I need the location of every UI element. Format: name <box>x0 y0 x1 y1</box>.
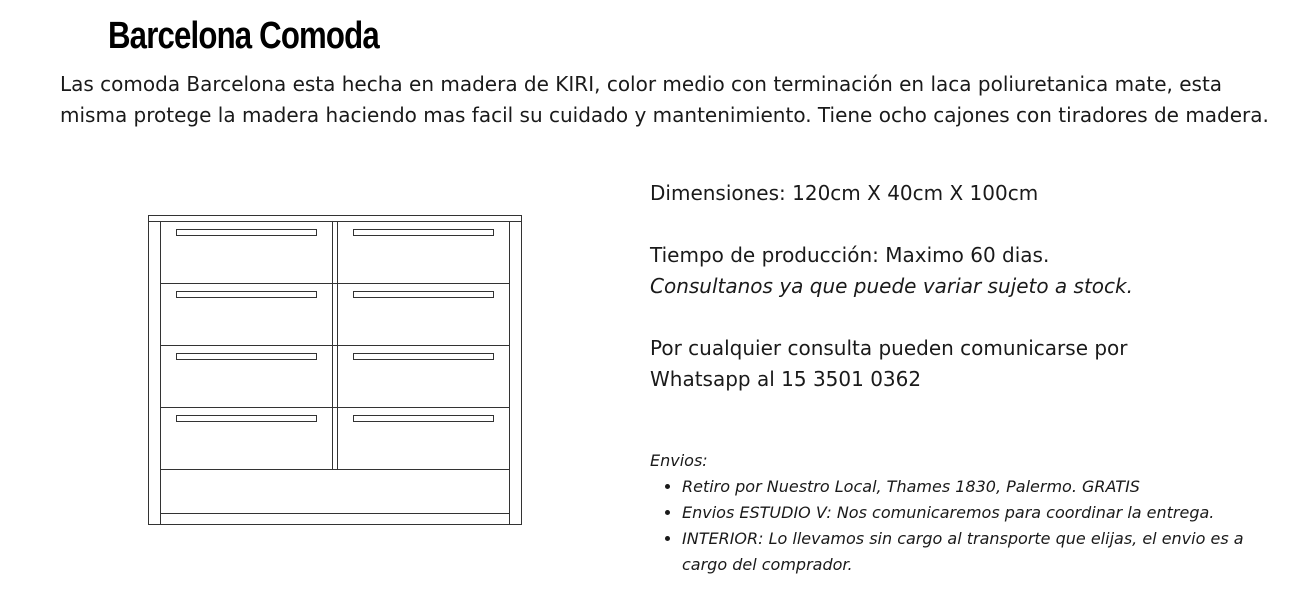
stock-note-text: Consultanos ya que puede variar sujeto a stock. <box>650 274 1133 298</box>
dimensions-text: Dimensiones: 120cm X 40cm X 100cm <box>650 181 1039 205</box>
contact-text-line1: Por cualquier consulta pueden comunicarse por <box>650 336 1128 360</box>
dresser-body <box>149 222 522 525</box>
drawer-handle <box>354 230 494 236</box>
drawer-handle <box>177 292 317 298</box>
product-title: Barcelona Comoda <box>108 15 379 57</box>
shipping-section <box>650 448 1250 578</box>
drawer-handle <box>354 416 494 422</box>
drawer-handle <box>177 416 317 422</box>
production-time-text: Tiempo de producción: Maximo 60 dias. <box>650 243 1050 267</box>
shipping-list <box>650 474 1250 578</box>
shipping-heading: Envios: <box>650 451 708 470</box>
contact-text-line2: Whatsapp al 15 3501 0362 <box>650 367 922 391</box>
product-description: Las comoda Barcelona esta hecha en madera de KIRI, color medio con terminación en laca poliuretanica mate, esta misma protege la madera haciendo mas facil su cuidado y mantenimiento. Tiene ocho cajones con tiradores de madera. <box>60 72 1269 127</box>
drawer-handle <box>354 292 494 298</box>
drawer-handle <box>177 230 317 236</box>
drawer-handle <box>354 354 494 360</box>
shipping-option-interior: • INTERIOR: Lo llevamos sin cargo al transporte que elijas, el envio es a cargo del comprador. <box>682 526 1250 578</box>
shipping-option-estudio: • Envios ESTUDIO V: Nos comunicaremos para coordinar la entrega. <box>682 500 1250 526</box>
dresser-top-board <box>149 216 522 222</box>
dresser-illustration-icon <box>140 205 530 535</box>
product-specs <box>650 178 1270 395</box>
shipping-option-pickup: • Retiro por Nuestro Local, Thames 1830, Palermo. GRATIS <box>682 474 1250 500</box>
drawer-handle <box>177 354 317 360</box>
